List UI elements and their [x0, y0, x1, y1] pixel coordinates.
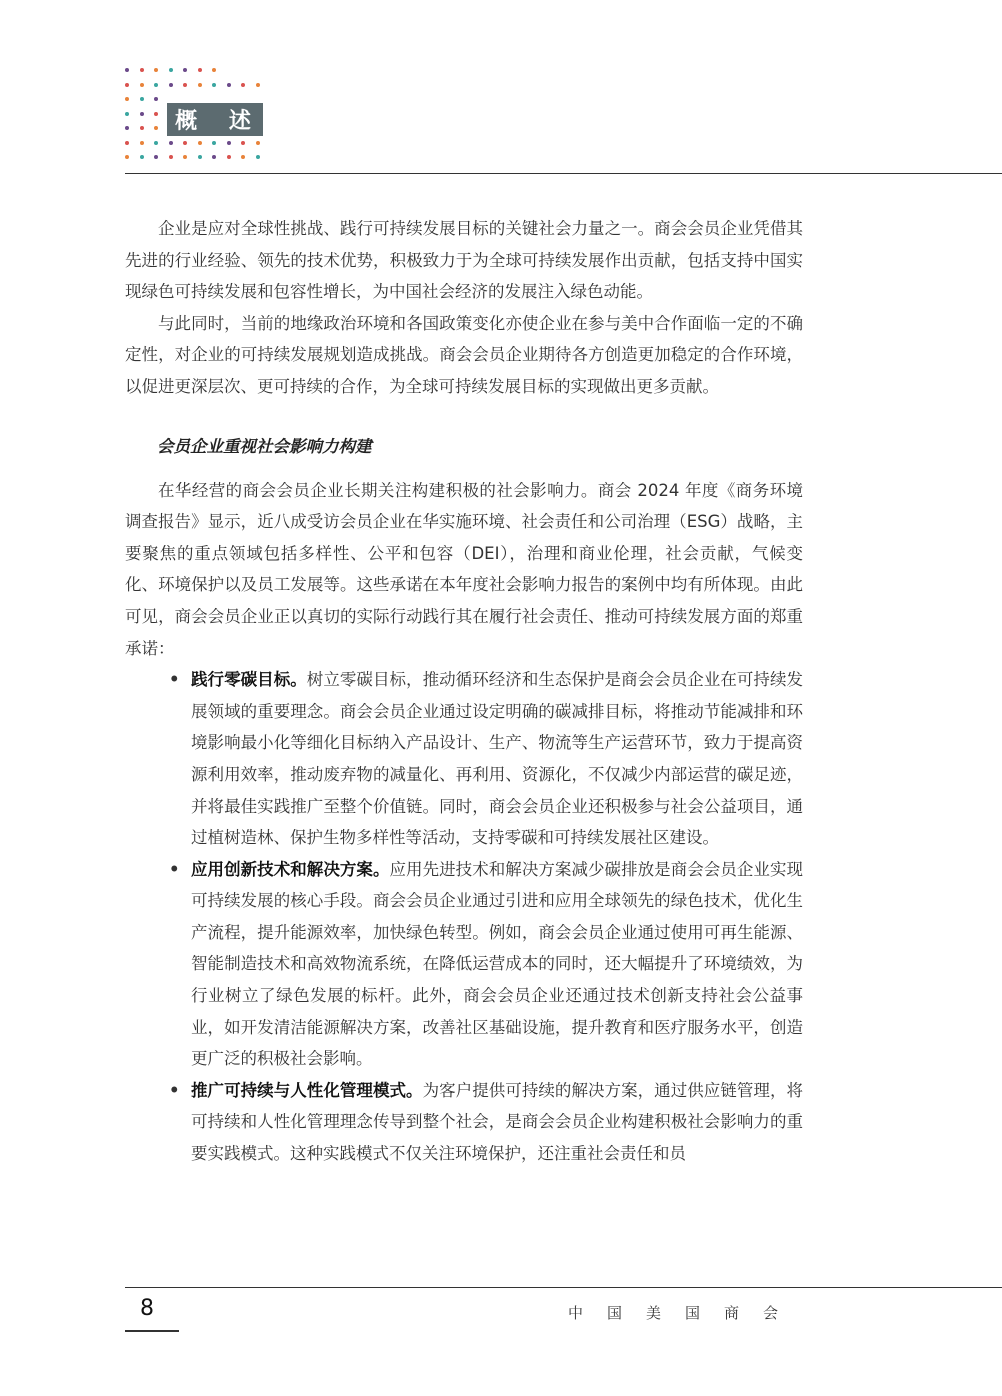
decorative-dot — [212, 83, 216, 87]
decorative-dot — [241, 155, 245, 159]
bullet-icon: • — [169, 670, 180, 690]
decorative-dot — [154, 112, 158, 116]
decorative-dot — [154, 155, 158, 159]
decorative-dot — [169, 141, 173, 145]
paragraph: 与此同时，当前的地缘政治环境和各国政策变化亦使企业在参与美中合作面临一定的不确定性，对企业的可持续发展规划造成挑战。商会会员企业期待各方创造更加稳定的合作环境，以促进更深层次、更可持续的合作，为全球可持续发展目标的实现做出更多贡献。 — [125, 313, 803, 396]
list-item — [169, 664, 804, 854]
decorative-dot — [140, 126, 144, 130]
decorative-dot — [154, 68, 158, 72]
list-item-title: 应用创新技术和解决方案。 — [191, 859, 390, 879]
footer-organization: 中国美国商会 — [567, 1304, 802, 1322]
decorative-dot — [241, 141, 245, 145]
decorative-dot — [212, 68, 216, 72]
list-item-title: 践行零碳目标。 — [191, 670, 307, 690]
decorative-dot — [140, 68, 144, 72]
decorative-dot — [125, 68, 129, 72]
decorative-dot — [169, 68, 173, 72]
decorative-dot — [125, 141, 129, 145]
decorative-dot — [169, 83, 173, 87]
decorative-dot — [140, 97, 144, 101]
decorative-dot — [227, 141, 231, 145]
decorative-dot — [198, 68, 202, 72]
decorative-dot — [169, 155, 173, 159]
decorative-dot — [183, 155, 187, 159]
list-item-title: 推广可持续与人性化管理模式。 — [191, 1080, 423, 1100]
bullet-list — [125, 664, 803, 1170]
decorative-dot — [212, 141, 216, 145]
decorative-dot — [227, 83, 231, 87]
page-number: 8 — [140, 1296, 154, 1321]
decorative-dot — [154, 126, 158, 130]
list-item — [169, 854, 804, 1075]
decorative-dot — [125, 112, 129, 116]
decorative-dot — [256, 155, 260, 159]
decorative-dot — [241, 83, 245, 87]
list-item-text: 树立零碳目标，推动循环经济和生态保护是商会会员企业在可持续发展领域的重要理念。商会会员企业通过设定明确的碳减排目标，将推动节能减排和环境影响最小化等细化目标纳入产品设计、生产、物流等生产运营环节，致力于提高资源利用效率，推动废弃物的减量化、再利用、资源化，不仅减少内部运营的碳足迹，并将最佳实践推广至整个价值链。同时，商会会员企业还积极参与社会公益项目，通过植树造林、保护生物多样性等活动，支持零碳和可持续发展社区建设。 — [191, 670, 804, 848]
decorative-dot — [125, 155, 129, 159]
decorative-dot — [256, 83, 260, 87]
list-item-text: 为客户提供可持续的解决方案，通过供应链管理，将可持续和人性化管理理念传导到整个社会，是商会会员企业构建积极社会影响力的重要实践模式。这种实践模式不仅关注环境保护，还注重社会责任和员 — [191, 1080, 804, 1164]
list-item-text: 应用先进技术和解决方案减少碳排放是商会会员企业实现可持续发展的核心手段。商会会员企业通过引进和应用全球领先的绿色技术，优化生产流程，提升能源效率，加快绿色转型。例如，商会会员企业通过使用可再生能源、智能制造技术和高效物流系统，在降低运营成本的同时，还大幅提升了环境绩效，为行业树立了绿色发展的标杆。此外，商会会员企业还通过技术创新支持社会公益事业，如开发清洁能源解决方案，改善社区基础设施，提升教育和医疗服务水平，创造更广泛的积极社会影响。 — [191, 859, 804, 1069]
footer-divider — [125, 1287, 1002, 1288]
decorative-dot — [198, 141, 202, 145]
decorative-dot — [125, 83, 129, 87]
decorative-dot — [183, 68, 187, 72]
main-content — [125, 213, 803, 1170]
decorative-dot — [154, 83, 158, 87]
decorative-dot — [140, 83, 144, 87]
decorative-dot — [125, 126, 129, 130]
decorative-dot — [140, 141, 144, 145]
section-title: 概 述 — [167, 103, 263, 136]
decorative-dot — [227, 155, 231, 159]
decorative-dot — [256, 141, 260, 145]
paragraph: 企业是应对全球性挑战、践行可持续发展目标的关键社会力量之一。商会会员企业凭借其先进的行业经验、领先的技术优势，积极致力于为全球可持续发展作出贡献，包括支持中国实现绿色可持续发展和包容性增长，为中国社会经济的发展注入绿色动能。 — [125, 219, 803, 302]
decorative-dot — [198, 83, 202, 87]
decorative-dot — [183, 141, 187, 145]
bullet-icon: • — [169, 1080, 180, 1100]
list-item — [169, 1075, 804, 1170]
header-divider — [125, 173, 1002, 174]
decorative-dot — [212, 155, 216, 159]
decorative-dot — [154, 97, 158, 101]
decorative-dot — [183, 83, 187, 87]
decorative-dot — [125, 97, 129, 101]
decorative-dot — [154, 141, 158, 145]
page-number-underline — [125, 1330, 179, 1332]
intro-paragraph: 在华经营的商会会员企业长期关注构建积极的社会影响力。商会 2024 年度《商务环境调查报告》显示，近八成受访会员企业在华实施环境、社会责任和公司治理（ESG）战略，主要聚焦的重点领域包括多样性、公平和包容（DEI），治理和商业伦理，社会贡献，气候变化、环境保护以及员工发展等。这些承诺在本年度社会影响力报告的案例中均有所体现。由此可见，商会会员企业正以真切的实际行动践行其在履行社会责任、推动可持续发展方面的郑重承诺： — [125, 480, 803, 658]
decorative-dot — [140, 155, 144, 159]
decorative-dot — [140, 112, 144, 116]
bullet-icon: • — [169, 859, 180, 879]
subheading: 会员企业重视社会影响力构建 — [157, 436, 372, 456]
decorative-dot — [198, 155, 202, 159]
